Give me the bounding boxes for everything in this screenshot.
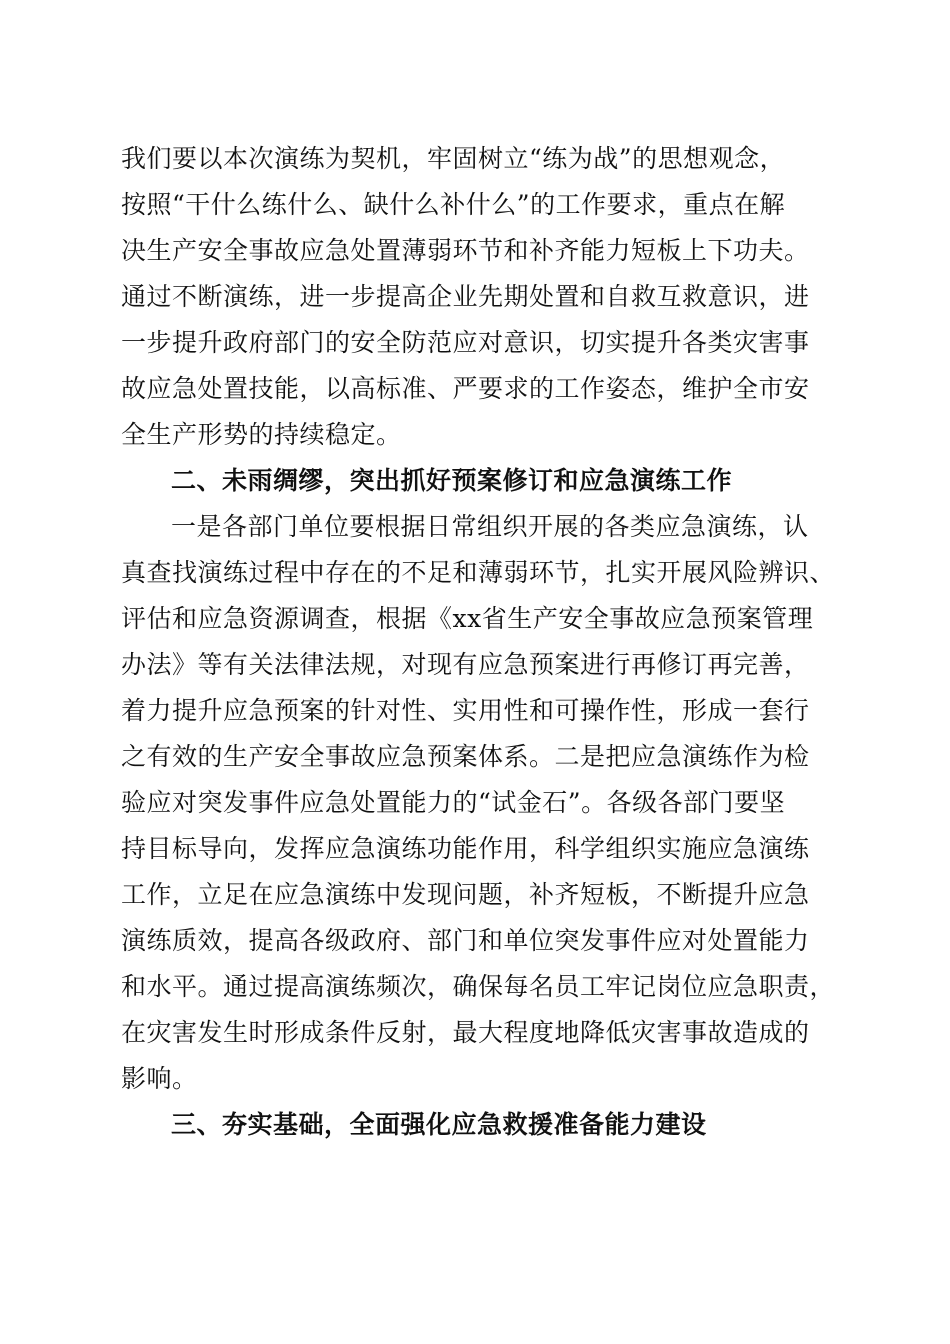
section-heading-3: 三、夯实基础，全面强化应急救援准备能力建设 <box>171 1110 707 1139</box>
paragraph-2-line-10: 演练质效，提高各级政府、部门和单位突发事件应对处置能力 <box>121 926 810 955</box>
paragraph-1-line-5: 一步提升政府部门的安全防范应对意识，切实提升各类灾害事 <box>121 328 810 357</box>
paragraph-2-line-5: 着力提升应急预案的针对性、实用性和可操作性，形成一套行 <box>121 696 810 725</box>
paragraph-1-line-6: 故应急处置技能，以高标准、严要求的工作姿态，维护全市安 <box>121 374 810 403</box>
paragraph-1-line-1: 我们要以本次演练为契机，牢固树立“练为战”的思想观念， <box>121 144 786 173</box>
paragraph-1-line-2: 按照“干什么练什么、缺什么补什么”的工作要求，重点在解 <box>121 190 786 219</box>
paragraph-2-line-11: 和水平。通过提高演练频次，确保每名员工牢记岗位应急职责， <box>121 972 836 1001</box>
paragraph-2-line-12: 在灾害发生时形成条件反射，最大程度地降低灾害事故造成的 <box>121 1018 810 1047</box>
paragraph-1-line-3: 决生产安全事故应急处置薄弱环节和补齐能力短板上下功夫。 <box>121 236 810 265</box>
paragraph-2-line-8: 持目标导向，发挥应急演练功能作用，科学组织实施应急演练 <box>121 834 810 863</box>
section-heading-2: 二、未雨绸缪，突出抓好预案修订和应急演练工作 <box>171 466 733 495</box>
paragraph-1-line-4: 通过不断演练，进一步提高企业先期处置和自救互救意识，进 <box>121 282 810 311</box>
paragraph-2-line-4: 办法》等有关法律法规，对现有应急预案进行再修订再完善， <box>121 650 810 679</box>
paragraph-2-line-9: 工作，立足在应急演练中发现问题，补齐短板，不断提升应急 <box>121 880 810 909</box>
paragraph-2-line-2: 真查找演练过程中存在的不足和薄弱环节，扎实开展风险辨识、 <box>121 558 836 587</box>
paragraph-2-line-3: 评估和应急资源调查，根据《xx省生产安全事故应急预案管理 <box>121 604 814 633</box>
paragraph-2-line-6: 之有效的生产安全事故应急预案体系。二是把应急演练作为检 <box>121 742 810 771</box>
paragraph-2-line-1: 一是各部门单位要根据日常组织开展的各类应急演练，认 <box>171 512 809 541</box>
paragraph-2-line-7: 验应对突发事件应急处置能力的“试金石”。各级各部门要坚 <box>121 788 786 817</box>
paragraph-2-line-13: 影响。 <box>121 1064 198 1093</box>
paragraph-1-line-7: 全生产形势的持续稳定。 <box>121 420 402 449</box>
